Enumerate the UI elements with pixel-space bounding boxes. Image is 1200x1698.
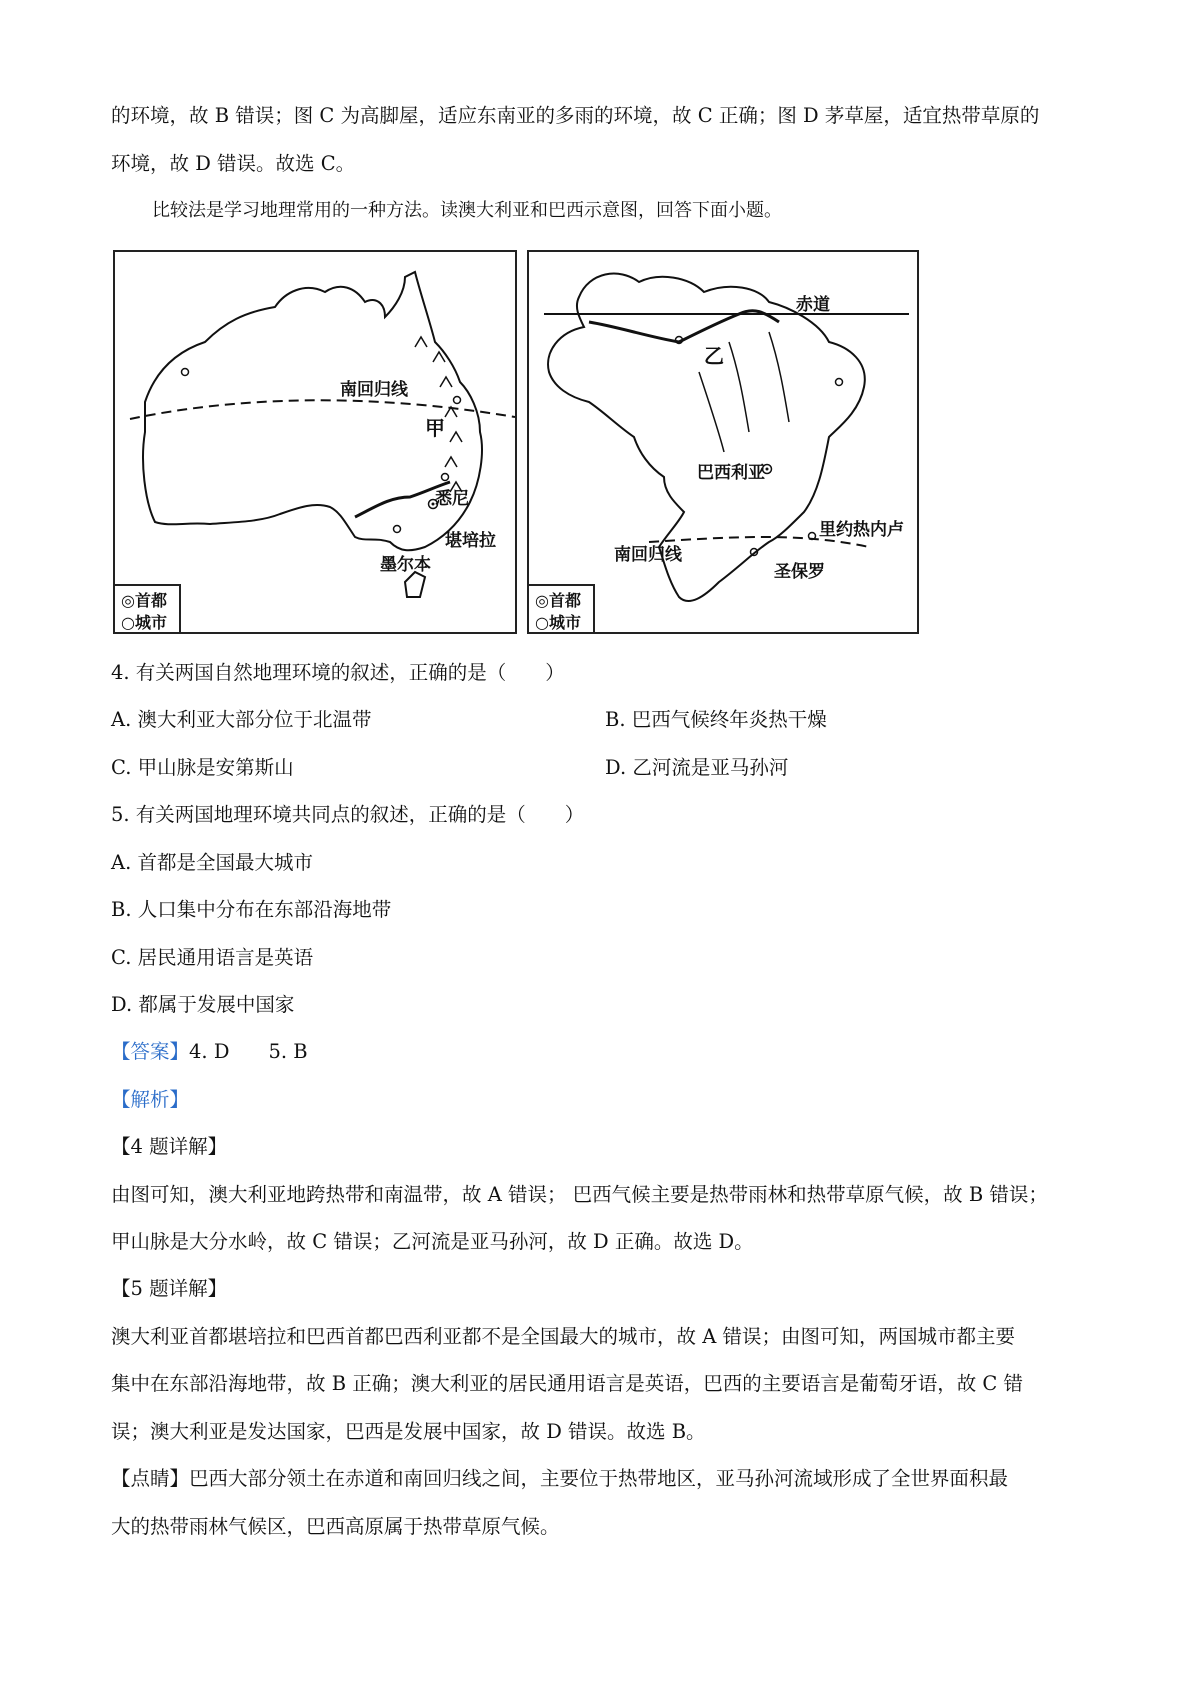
australia-map: [113, 250, 517, 634]
intro-line-2: 环境，故 D 错误。故选 C。: [111, 152, 356, 175]
au-mountain-label: 甲: [425, 416, 445, 440]
intro-line-1: 的环境，故 B 错误；图 C 为高脚屋，适应东南亚的多雨的环境，故 C 正确；图 D 茅草屋，适宜热带草原的: [111, 104, 1040, 127]
q5-option-a: A. 首都是全国最大城市: [111, 851, 313, 874]
q4-stem: 4. 有关两国自然地理环境的叙述，正确的是（ ）: [111, 661, 565, 684]
au-city-melbourne: 墨尔本: [380, 555, 431, 575]
detail5-line-1: 澳大利亚首都堪培拉和巴西首都巴西利亚都不是全国最大的城市，故 A 错误；由图可知，两国城市都主要: [111, 1325, 1015, 1348]
q4-option-b: B. 巴西气候终年炎热干燥: [605, 708, 827, 731]
br-legend: [529, 584, 595, 632]
detail4-title: 【4 题详解】: [111, 1135, 228, 1158]
tip-line-2: 大的热带雨林气候区，巴西高原属于热带草原气候。: [111, 1515, 560, 1538]
br-tropic-label: 南回归线: [614, 545, 682, 565]
q5-stem: 5. 有关两国地理环境共同点的叙述，正确的是（ ）: [111, 803, 585, 826]
q4-option-c: C. 甲山脉是安第斯山: [111, 756, 294, 779]
detail5-line-2: 集中在东部沿海地带，故 B 正确；澳大利亚的居民通用语言是英语，巴西的主要语言是葡萄牙语，故 C 错: [111, 1372, 1024, 1395]
detail5-line-3: 误；澳大利亚是发达国家，巴西是发展中国家，故 D 错误。故选 B。: [111, 1420, 706, 1443]
tip-line-1: [111, 1467, 1008, 1491]
br-legend-city: ○城市: [535, 613, 581, 632]
br-capital-label: 巴西利亚: [697, 463, 765, 483]
au-city-sydney: 悉尼: [435, 489, 469, 509]
q4-option-d: D. 乙河流是亚马孙河: [605, 756, 789, 779]
question-stem: 比较法是学习地理常用的一种方法。读澳大利亚和巴西示意图，回答下面小题。: [152, 200, 782, 221]
br-equator-label: 赤道: [796, 295, 830, 315]
q5-option-c: C. 居民通用语言是英语: [111, 946, 314, 969]
au-legend: [115, 584, 181, 632]
tip-tag: 【点睛】: [111, 1467, 190, 1490]
q5-option-d: D. 都属于发展中国家: [111, 993, 295, 1016]
answer-tag: 【答案】: [111, 1040, 190, 1063]
tip-text-1: 巴西大部分领土在赤道和南回归线之间，主要位于热带地区，亚马孙河流域形成了全世界面积最: [189, 1467, 1009, 1490]
australia-outline: [115, 252, 515, 632]
brazil-map: [527, 250, 919, 634]
detail4-line-2: 甲山脉是大分水岭，故 C 错误；乙河流是亚马孙河，故 D 正确。故选 D。: [111, 1230, 754, 1253]
analysis-tag: 【解析】: [111, 1088, 190, 1111]
br-city-saopaulo: 圣保罗: [774, 562, 825, 582]
brazil-outline: [529, 252, 917, 632]
q5-option-b: B. 人口集中分布在东部沿海地带: [111, 898, 392, 921]
au-city-canberra: 堪培拉: [445, 531, 496, 551]
br-river-label: 乙: [704, 344, 724, 368]
br-city-rio: 里约热内卢: [819, 520, 904, 540]
au-tropic-label: 南回归线: [340, 380, 408, 400]
br-legend-capital: ◎首都: [535, 591, 581, 610]
answer-text: 4. D 5. B: [189, 1040, 308, 1063]
q4-option-a: A. 澳大利亚大部分位于北温带: [111, 708, 372, 731]
answer-line: [111, 1040, 308, 1064]
detail5-title: 【5 题详解】: [111, 1277, 228, 1300]
au-legend-city: ○城市: [121, 613, 167, 632]
detail4-line-1: 由图可知，澳大利亚地跨热带和南温带，故 A 错误； 巴西气候主要是热带雨林和热带草原气候，故 B 错误；: [111, 1183, 1048, 1206]
au-legend-capital: ◎首都: [121, 591, 167, 610]
